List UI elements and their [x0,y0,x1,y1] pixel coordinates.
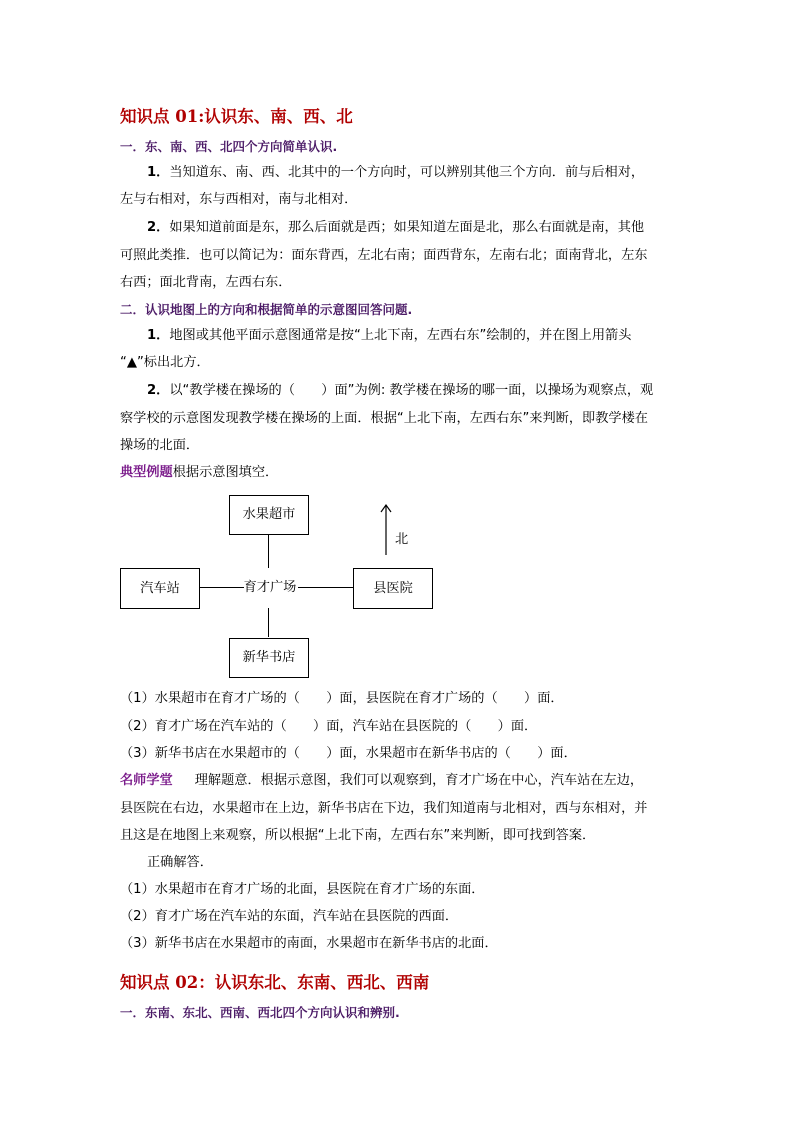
connector-east [298,587,353,588]
paragraph-4-number: 2． [147,383,170,398]
paragraph-3-number: 1． [147,328,170,343]
paragraph-4-line-1 [147,382,653,400]
west-box: 汽车站 [120,568,200,609]
paragraph-2-line-2: 可照此类推．也可以简记为：面东背西，左北右南；面西背东，左南右北；面南背北，左东 [120,248,648,263]
north-arrow-icon [378,503,394,557]
paragraph-2-text: 如果知道前面是东，那么后面就是西；如果知道左面是北，那么右面就是南，其他 [169,220,645,235]
example-heading [120,464,278,482]
center-label: 育才广场 [243,579,297,595]
connector-west [199,587,244,588]
paragraph-2-number: 2． [147,220,170,235]
subheading-2: 二．认识地图上的方向和根据简单的示意图回答问题. [120,302,413,317]
paragraph-1-text: 当知道东、南、西、北其中的一个方向时，可以辨别其他三个方向．前与后相对， [169,165,645,180]
question-2: （2）育才广场在汽车站的（ ）面，汽车站在县医院的（ ）面． [120,719,538,734]
example-tag: 典型例题 [120,465,173,480]
example-instruction: 根据示意图填空． [172,465,279,480]
paragraph-4-line-3: 操场的北面． [120,438,200,453]
paragraph-3-line-2: “▲”标出北方． [120,355,210,370]
connector-north [268,534,269,568]
teacher-line-2: 县医院在右边，水果超市在上边，新华书店在下边，我们知道南与北相对，西与东相对，并 [120,801,648,816]
teacher-line-3: 且这是在地图上来观察，所以根据“上北下南，左西右东”来判断，即可找到答案． [120,828,596,843]
answer-2: （2）育才广场在汽车站的东面，汽车站在县医院的西面． [120,909,459,924]
section-2-subheading: 一．东南、东北、西南、西北四个方向认识和辨别. [120,1005,400,1020]
paragraph-4-text: 以“教学楼在操场的（ ）面”为例: 教学楼在操场的哪一面，以操场为观察点，观 [169,383,654,398]
compass-north-label: 北 [395,532,409,547]
section-1-title: 知识点 01:认识东、南、西、北 [120,107,353,126]
answer-1: （1）水果超市在育才广场的北面，县医院在育才广场的东面． [120,882,485,897]
north-box: 水果超市 [229,495,309,535]
teacher-text-1: 理解题意．根据示意图，我们可以观察到，育才广场在中心，汽车站在左边， [194,773,644,788]
paragraph-2-line-3: 右西；面北背南，左西右东． [120,275,292,290]
teacher-tag: 名师学堂 [120,773,173,788]
paragraph-1-line-2: 左与右相对，东与西相对，南与北相对． [120,192,358,207]
subheading-1: 一．东、南、西、北四个方向简单认识. [120,139,338,154]
question-3: （3）新华书店在水果超市的（ ）面，水果超市在新华书店的（ ）面． [120,746,577,761]
paragraph-1-line-1 [147,164,644,182]
answer-label: 正确解答． [147,855,213,870]
section-2-title: 知识点 02：认识东北、东南、西北、西南 [120,973,430,992]
teacher-line-1 [120,772,643,790]
east-box: 县医院 [353,568,433,609]
answer-3: （3）新华书店在水果超市的南面，水果超市在新华书店的北面． [120,936,498,951]
paragraph-1-number: 1． [147,165,170,180]
paragraph-3-line-1 [147,327,631,345]
paragraph-3-text: 地图或其他平面示意图通常是按“上北下南，左西右东”绘制的，并在图上用箭头 [169,328,632,343]
paragraph-2-line-1 [147,219,644,237]
connector-south [268,608,269,637]
question-1: （1）水果超市在育才广场的（ ）面，县医院在育才广场的（ ）面． [120,691,564,706]
paragraph-4-line-2: 察学校的示意图发现教学楼在操场的上面．根据“上北下南，左西右东”来判断，即教学楼在 [120,411,648,426]
south-box: 新华书店 [229,638,309,678]
